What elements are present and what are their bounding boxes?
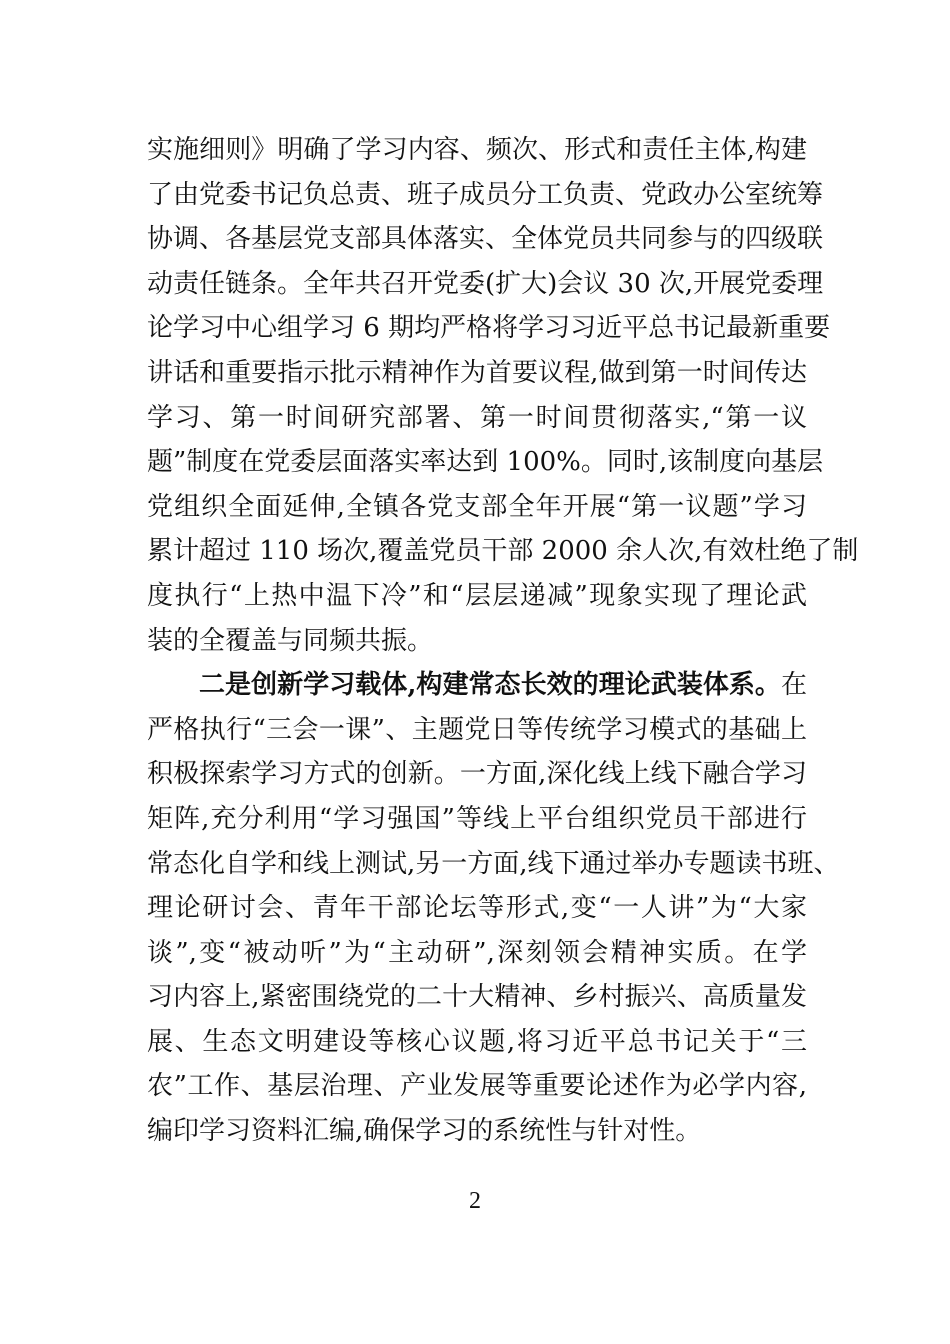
text-line: 编印学习资料汇编,确保学习的系统性与针对性。 (147, 1116, 702, 1147)
paragraph-2 (147, 663, 840, 1154)
paragraph-1 (147, 128, 859, 663)
text-line: 动责任链条。全年共召开党委(扩大)会议 30 次,开展党委理 (147, 268, 824, 299)
text-line: 严格执行“三会一课”、主题党日等传统学习模式的基础上 (147, 714, 807, 745)
text-line: 讲话和重要指示批示精神作为首要议程,做到第一时间传达 (147, 357, 807, 388)
text-line: 题”制度在党委层面落实率达到 100%。同时,该制度向基层 (147, 447, 824, 478)
text-line: 矩阵,充分利用“学习强国”等线上平台组织党员干部进行 (147, 803, 807, 834)
text-line: 了由党委书记负总责、班子成员分工负责、党政办公室统筹 (147, 179, 824, 210)
section-heading: 二是创新学习载体,构建常态长效的理论武装体系。 (199, 670, 781, 701)
text-line: 论学习中心组学习 6 期均严格将学习习近平总书记最新重要 (147, 313, 831, 344)
text-line: 实施细则》明确了学习内容、频次、形式和责任主体,构建 (147, 135, 807, 165)
text-line: 积极探索学习方式的创新。一方面,深化线上线下融合学习 (147, 759, 807, 790)
text-line: 学习、第一时间研究部署、第一时间贯彻落实,“第一议 (147, 402, 807, 433)
page-number: 2 (469, 1188, 481, 1214)
text-line: 协调、各基层党支部具体落实、全体党员共同参与的四级联 (147, 224, 824, 255)
body-text (147, 128, 859, 1154)
text-line: 展、生态文明建设等核心议题,将习近平总书记关于“三 (147, 1026, 807, 1057)
text-line: 常态化自学和线上测试,另一方面,线下通过举办专题读书班、 (147, 848, 840, 879)
text-line: 党组织全面延伸,全镇各党支部全年开展“第一议题”学习 (147, 491, 807, 522)
text-line: 装的全覆盖与同频共振。 (147, 625, 434, 656)
text-fragment: 在 (780, 670, 807, 701)
text-line: 理论研讨会、青年干部论坛等形式,变“一人讲”为“大家 (147, 893, 807, 924)
text-line: 度执行“上热中温下冷”和“层层递减”现象实现了理论武 (147, 580, 807, 611)
text-line: 累计超过 110 场次,覆盖党员干部 2000 余人次,有效杜绝了制 (147, 536, 859, 567)
text-line: 农”工作、基层治理、产业发展等重要论述作为必学内容, (147, 1071, 807, 1102)
text-line: 谈”,变“被动听”为“主动研”,深刻领会精神实质。在学 (147, 937, 807, 968)
paragraph-2-first-line (147, 663, 807, 708)
text-line: 习内容上,紧密围绕党的二十大精神、乡村振兴、高质量发 (147, 982, 807, 1013)
